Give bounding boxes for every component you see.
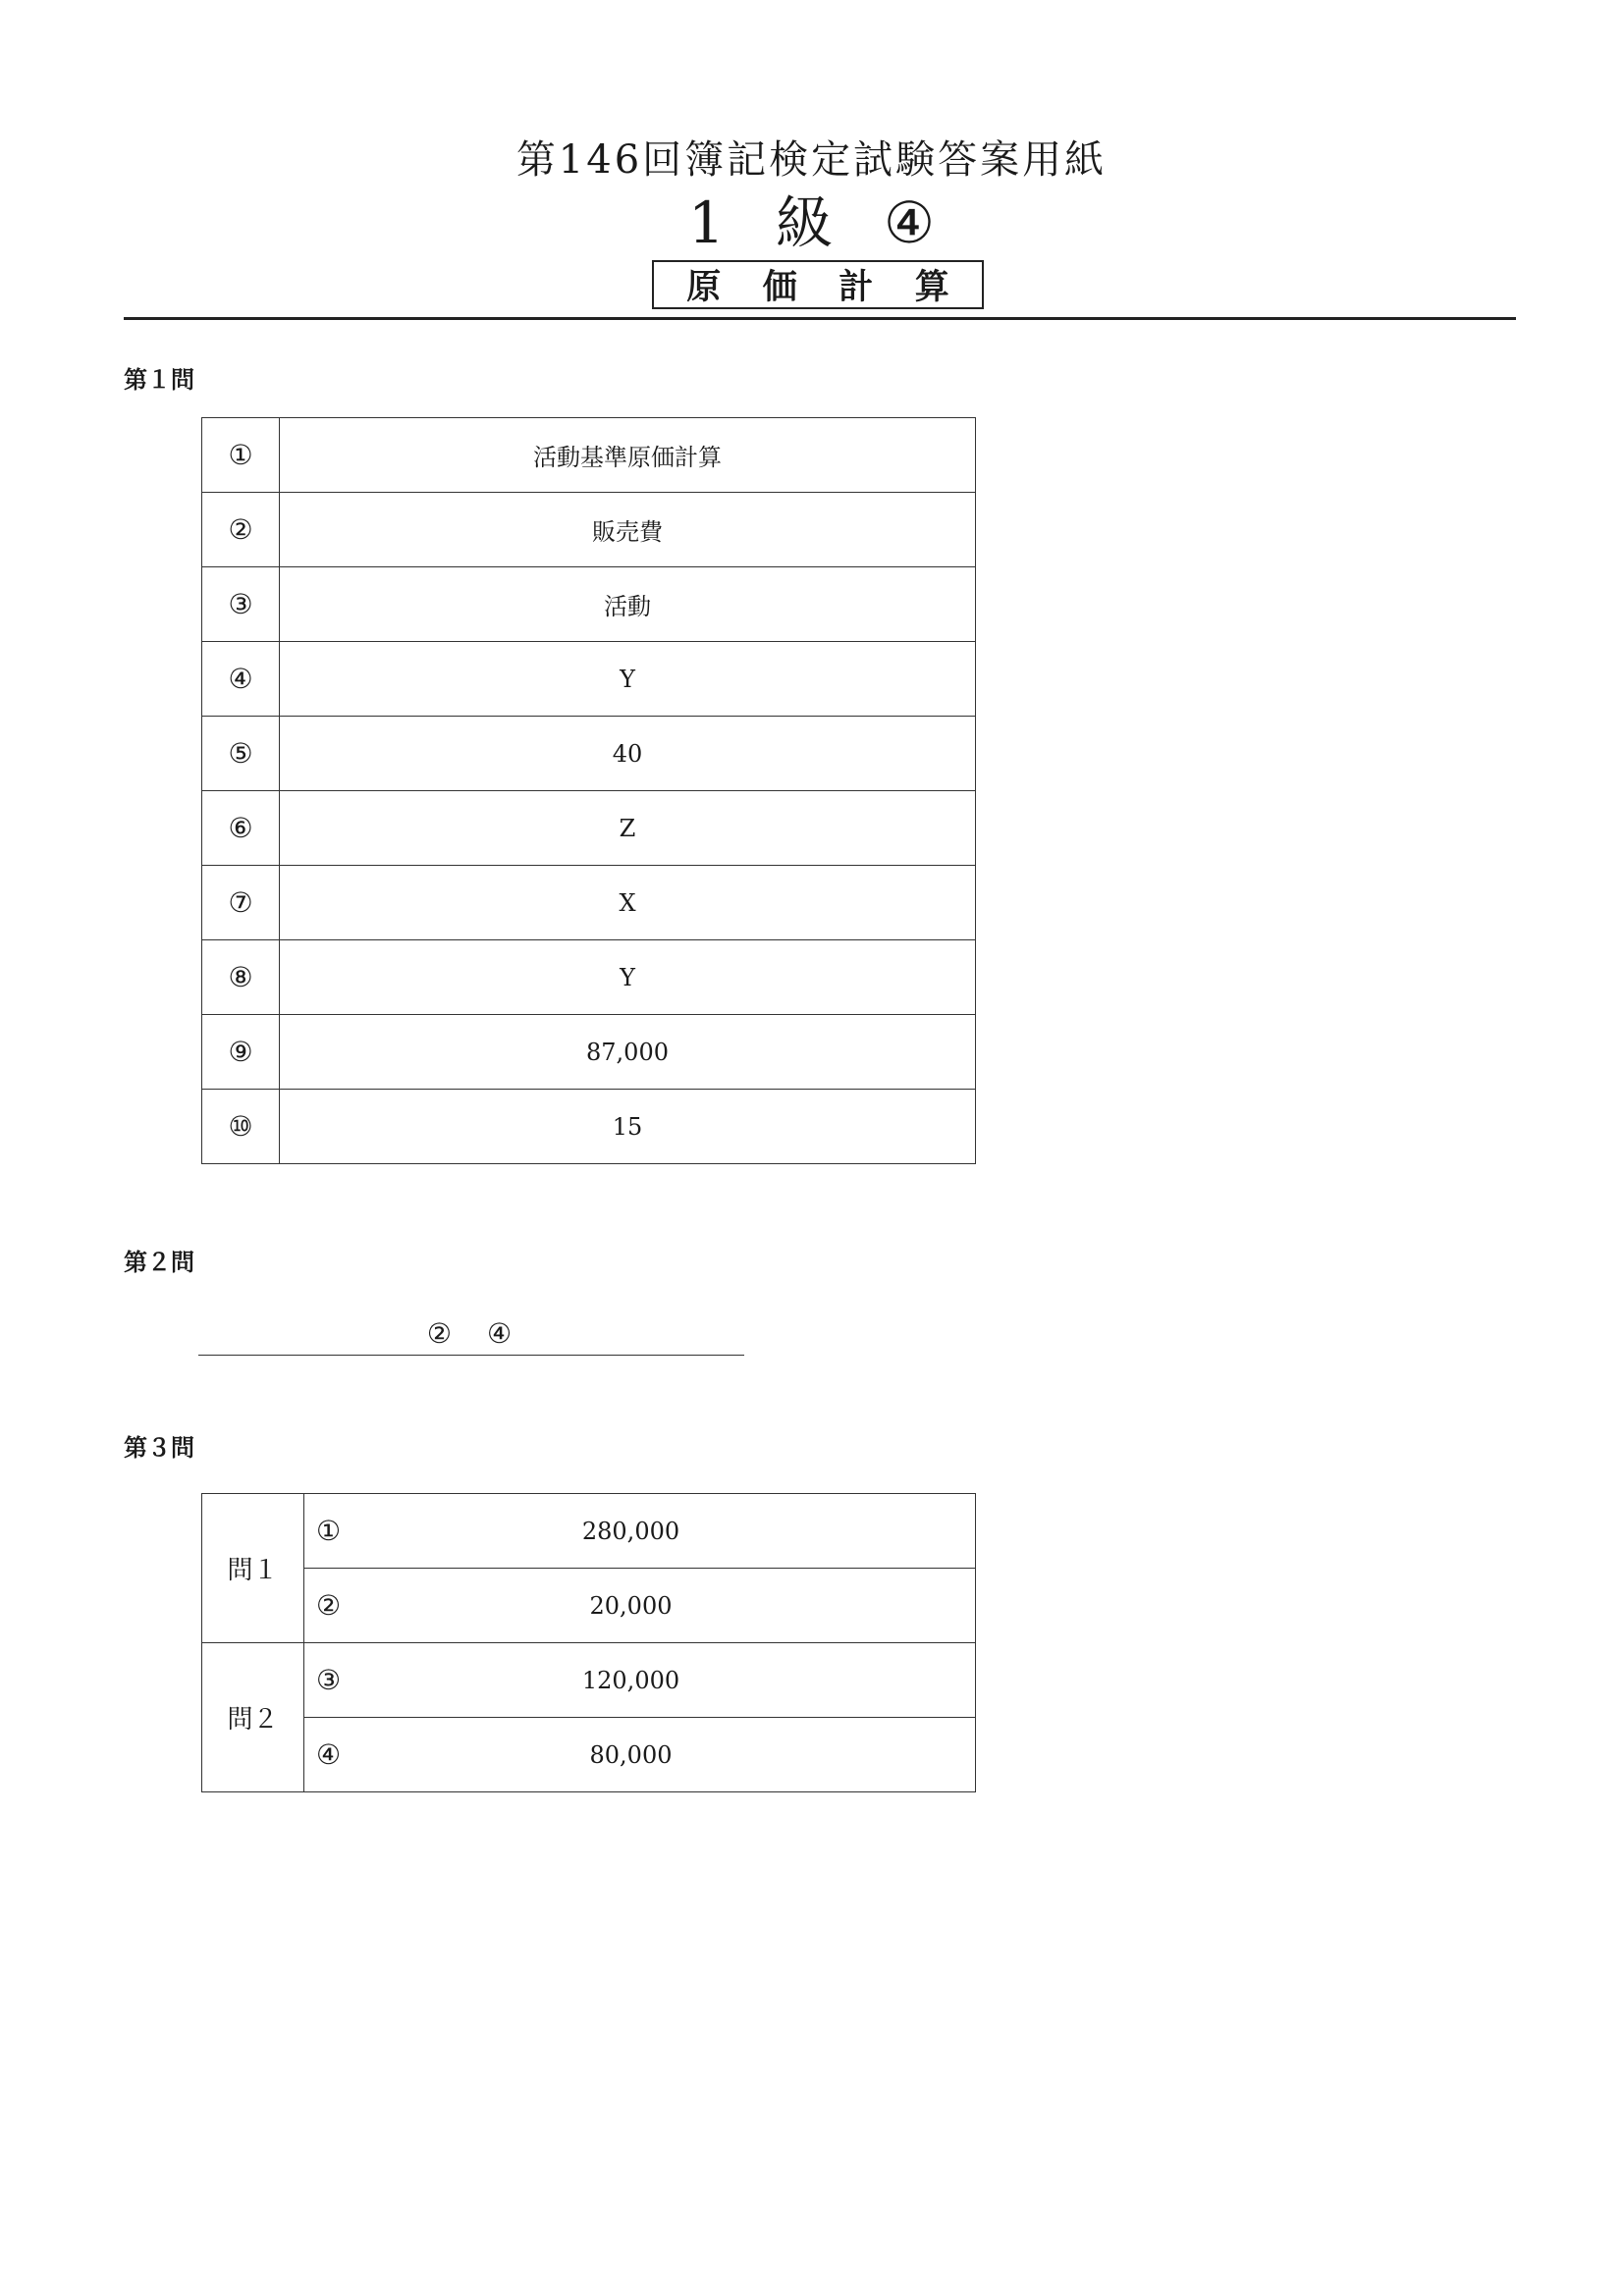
grade-kyu: 級 [775, 189, 833, 256]
q3-item-number: ④ [304, 1718, 366, 1792]
q1-row [202, 1090, 976, 1164]
subject-box [652, 260, 984, 309]
q3-row [202, 1643, 976, 1718]
q3-item-number: ③ [304, 1643, 366, 1718]
exam-title: 第146回簿記検定試験答案用紙 [515, 137, 1108, 183]
q3-item-number: ② [304, 1569, 366, 1643]
q3-subquestion-label: 問２ [202, 1643, 304, 1792]
q1-answer-table [201, 417, 976, 1164]
q1-label: 第１問 [124, 366, 194, 394]
grade-variant: ④ [883, 189, 935, 256]
q1-row [202, 493, 976, 567]
q3-item-number: ① [304, 1494, 366, 1569]
q1-answer-cell: Y [280, 642, 976, 717]
q1-answer-cell: 40 [280, 717, 976, 791]
q1-item-number: ③ [202, 567, 280, 642]
q1-answer-cell: Z [280, 791, 976, 866]
q1-answer-cell: Y [280, 940, 976, 1015]
q3-subquestion-label: 問１ [202, 1494, 304, 1643]
q3-answer-cell: 20,000 [365, 1569, 976, 1643]
q3-answer-cell: 280,000 [365, 1494, 976, 1569]
q1-answer-cell: 活動基準原価計算 [280, 418, 976, 493]
q1-item-number: ① [202, 418, 280, 493]
q1-item-number: ⑤ [202, 717, 280, 791]
header-divider [124, 317, 1516, 320]
q1-item-number: ⑩ [202, 1090, 280, 1164]
q1-item-number: ⑨ [202, 1015, 280, 1090]
subject-char: 算 [914, 268, 949, 307]
q2-answer-line: ② ④ [198, 1315, 744, 1356]
q1-row [202, 866, 976, 940]
q1-answer-cell: 87,000 [280, 1015, 976, 1090]
subject-char: 計 [839, 268, 874, 307]
q3-answer-cell: 80,000 [365, 1718, 976, 1792]
q1-row [202, 642, 976, 717]
q1-answer-cell: 販売費 [280, 493, 976, 567]
q1-row [202, 791, 976, 866]
q1-row [202, 418, 976, 493]
q3-answer-table [201, 1493, 976, 1792]
subject-char: 原 [686, 268, 722, 307]
q1-answer-cell: X [280, 866, 976, 940]
q1-item-number: ⑧ [202, 940, 280, 1015]
q1-row [202, 717, 976, 791]
q1-item-number: ⑥ [202, 791, 280, 866]
q1-item-number: ⑦ [202, 866, 280, 940]
grade-heading [0, 188, 1623, 257]
q1-answer-cell: 活動 [280, 567, 976, 642]
q1-item-number: ② [202, 493, 280, 567]
q3-row [202, 1569, 976, 1643]
q3-answer-cell: 120,000 [365, 1643, 976, 1718]
q1-row [202, 567, 976, 642]
q3-row [202, 1718, 976, 1792]
q1-answer-cell: 15 [280, 1090, 976, 1164]
q1-row [202, 1015, 976, 1090]
q1-item-number: ④ [202, 642, 280, 717]
q2-label: 第２問 [124, 1249, 194, 1276]
grade-number: 1 [688, 189, 725, 256]
q1-row [202, 940, 976, 1015]
q3-label: 第３問 [124, 1434, 194, 1462]
q3-row [202, 1494, 976, 1569]
subject-char: 価 [762, 268, 797, 307]
